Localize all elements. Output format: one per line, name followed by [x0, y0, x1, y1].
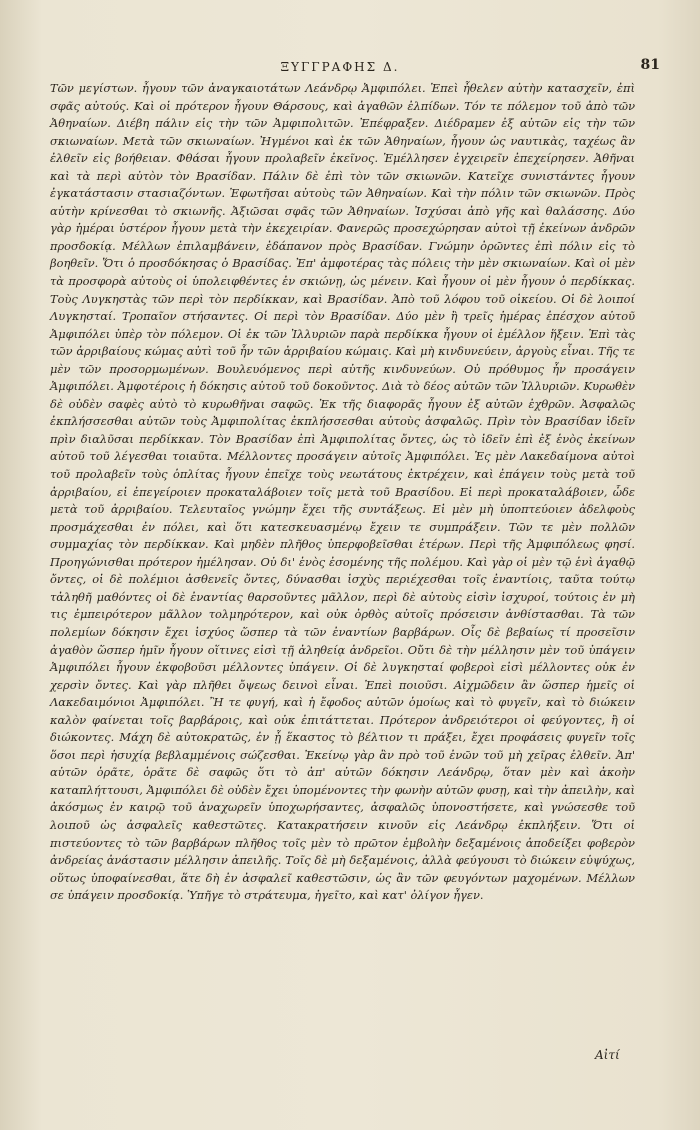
commentary-paragraph: Τῶν μεγίστων. ἦγουν τῶν ἀναγκαιοτάτων Λεάνδρῳ Ἀμφιπόλει. Ἐπεὶ ἦθελεν αὐτὴν κατασχεῖν, ἐπὶ σφᾶς αὐτούς. Καὶ οἱ πρότερον ἦγουν Θάρσους, καὶ ἀγαθῶν ἐλπίδων. Τόν τε πόλεμον τοῦ ἀπὸ τῶν Ἀθηναίων. Διέβη πάλιν εἰς τὴν τῶν Ἀμφιπολιτῶν. Ἐπέφραξεν. Διέδραμεν ἐξ αὐτῶν εἰς τὴν τῶν σκιωναίων. Μετὰ τῶν σκιωναίων. Ἠγμένοι καὶ ἐκ τῶν Ἀθηναίων, ἦγουν ὡς ναυτικὰς, ταχέως ἂν ἐλθεῖν εἰς βοήθειαν. Φθάσαι ἦγουν προλαβεῖν ἐκεῖνος. Ἐμέλλησεν ἐγχειρεῖν ἐπεχείρησεν. Ἀθῆναι καὶ τὰ περὶ αὐτὸν τὸν Βρασίδαν. Πάλιν δὲ ἐπὶ τὸν τῶν σκιωνῶν. Κατεῖχε συνιστάντες ἦγουν ἐγκατάστασιν στασιαζόντων. Ἐφωτῆσαι αὐτοὺς τῶν Ἀθηναίων. Καὶ τὴν πόλιν τῶν σκιωνῶν. Πρὸς αὐτὴν κρίνεσθαι τὸ σκιωνῆς. Ἀξιῶσαι σφᾶς τῶν Ἀθηναίων. Ἰσχύσαι ἀπὸ γῆς καὶ θαλάσσης. Δύο γὰρ ἡμέραι ὑστέρον ἦγουν μετὰ τὴν ἐκεχειρίαν. Φανερῶς προσεχώρησαν αὐτοὶ τῇ ἐκείνων ἀνδρῶν προσδοκίᾳ. Μέλλων ἐπιλαμβάνειν, ἐδάπανον πρὸς Βρασίδαν. Γνώμην ὀρῶντες ἐπὶ πόλιν εἰς τὸ βοηθεῖν. Ὅτι ὁ προσδόκησας ὁ Βρασίδας. Ἐπ' ἀμφοτέρας τὰς πόλεις τὴν μὲν σκιωναίων. Καὶ οἱ μὲν τὰ προσφορὰ αὐτοὺς οἱ ὑπολειφθέντες ἐν σκιώνῃ, ὡς μένειν. Καὶ ἦγουν οἱ μὲν ἦγουν ὁ περδίκκας. Τοὺς Λυγκηστὰς τῶν περὶ τὸν περδίκκαν, καὶ Βρασίδαν. Ἀπὸ τοῦ λόφου τοῦ οἰκείου. Οἱ δὲ λοιποί Λυγκησταί. Τροπαῖον στήσαντες. Οἱ περὶ τὸν Βρασίδαν. Δύο μὲν ἢ τρεῖς ἡμέρας ἐπέσχον αὐτοῦ Ἀμφιπόλει ὑπὲρ τὸν πόλεμον. Οἱ ἐκ τῶν Ἰλλυριῶν παρὰ περδίκκα ἦγουν οἱ ἐμέλλον ἥξειν. Ἐπὶ τὰς τῶν ἀρριβαίους κώμας αὐτὶ τοῦ ἦν τῶν ἀρριβαίου κώμαις. Καὶ μὴ κινδυνεύειν, ἀργοὺς εἶναι. Τῆς τε μὲν τῶν προσορμωμένων. Βουλευόμενος περὶ αὐτῆς κινδυνεύων. Οὐ πρόθυμος ἦν προσάγειν Ἀμφιπόλει. Ἀμφοτέροις ἡ δόκησις αὐτοῦ τοῦ δοκοῦντος. Διὰ τὸ δέος αὐτῶν τῶν Ἰλλυριῶν. Κυρωθὲν δὲ οὐδὲν σαφὲς αὐτὸ τὸ κυρωθῆναι σαφῶς. Ἐκ τῆς διαφορᾶς ἦγουν ἐξ αὐτῶν ἐχθρῶν. Ἀσφαλῶς ἐκπλήσσεσθαι αὐτῶν τοὺς Ἀμφιπολίτας ἐκπλήσσεσθαι αὐτοὺς ἀσφαλῶς. Πρὶν τὸν Βρασίδαν ἰδεῖν πρὶν διαλῦσαι περδίκκαν. Τὸν Βρασίδαν ἐπὶ Ἀμφιπολίτας ὄντες, ὡς τὸ ἰδεῖν ἐπὶ ἐξ ἑνὸς ἐκείνων αὐτοῦ τοῦ λέγεσθαι τοιαῦτα. Μέλλοντες προσάγειν αὐτοῖς Ἀμφιπόλει. Ἐς μὲν Λακεδαίμονα αὐτοὶ τοῦ προλαβεῖν τοὺς ὁπλίτας ἦγουν ἐπεῖχε τοὺς νεωτάτους ἐκτρέχειν, καὶ ἐπάγειν τοὺς μετὰ τοῦ ἀρριβαίου, εἰ ἐπεγείροιεν προκαταλάβοιεν τοῖς μετὰ τοῦ Βρασίδου. Εἰ περὶ προκαταλάβοιεν, ὧδε μετὰ τοῦ ἀρριβαίου. Τελευταῖος γνώμην ἔχει τῆς συντάξεως. Εἰ μὲν μὴ ὑποπτεύοιεν ἀδελφοὺς προσμάχεσθαι ἐν πόλει, καὶ ὅτι κατεσκευασμένῳ ἔχειν τε συμπράξειν. Τῶν τε μὲν πολλῶν συμμαχίας τὸν περδίκκαν. Καὶ μηδὲν πλῆθος ὑπερφοβεῖσθαι ἑτέρων. Περὶ τῆς Ἀμφιπόλεως φησί. Προηγώνισθαι πρότερον ἠμέλησαν. Οὐ δι' ἑνὸς ἐσομένης τῆς πολέμου. Καὶ γὰρ οἱ μὲν τῷ ἑνὶ ἀγαθῷ ὄντες, οἱ δὲ πολέμιοι ἀσθενεῖς ὄντες, δύνασθαι ἰσχὺς περιέχεσθαι τοῖς ἐναντίοις, ταῦτα τούτῳ τἀληθῆ μαθόντες οἱ δὲ ἐναντίας θαρσοῦντες μᾶλλον, περὶ δὲ αὐτοὺς εἰσὶν ἰσχυροί, τούτοις ἐν μὴ τις ἐμπειρότερον μᾶλλον τολμηρότερον, καὶ οὐκ ὀρθὸς αὐτοῖς πρόσεισιν ἀνθίστασθαι. Τὰ τῶν πολεμίων δόκησιν ἔχει ἰσχύος ὥσπερ τὰ τῶν ἐναντίων βαρβάρων. Οἷς δὲ βεβαίως τί προσεῖσιν ἀγαθὸν ὥσπερ ἡμῖν ἦγουν οἵτινες εἰσὶ τῇ ἀληθείᾳ ἀνδρεῖοι. Οὔτι δὲ τὴν μέλλησιν μὲν τοῦ ὑπάγειν Ἀμφιπόλει ἦγουν ἐκφοβοῦσι μέλλοντες ὑπάγειν. Οἱ δὲ λυγκησταί φοβεροὶ εἰσὶ μέλλοντες οὐκ ἐν χερσὶν ὄντες. Καὶ γὰρ πλῆθει ὄψεως δεινοὶ εἶναι. Ἐπεὶ ποιοῦσι. Αἰχμῶδειν ἂν ὥσπερ ἡμεῖς οἱ Λακεδαιμόνιοι Ἀμφιπόλει. Ἢ τε φυγή, καὶ ἡ ἔφοδος αὐτῶν ὁμοίως καὶ τὸ φυγεῖν, καὶ τὸ διώκειν καλὸν φαίνεται τοῖς βαρβάροις, καὶ οὐκ ἐπιτάττεται. Πρότερον ἀνδρειότεροι οἱ φεύγοντες, ἢ οἱ διώκοντες. Μάχη δὲ αὐτοκρατῶς, ἐν ᾗ ἕκαστος τὸ βέλτιον τι πράξει, ἔχει προφάσεις φυγεῖν τοῖς ὅσοι περὶ ἡσυχίᾳ βεβλαμμένοις σώζεσθαι. Ἐκείνῳ γὰρ ἂν πρὸ τοῦ ἐνῶν τοῦ μὴ χεῖρας ἐλθεῖν. Ἀπ' αὐτῶν ὁρᾶτε, ὁρᾶτε δὲ σαφῶς ὅτι τὸ ἀπ' αὐτῶν δόκησιν Λεάνδρῳ, ὅταν μὲν καὶ ἀκοὴν καταπλήττουσι, Ἀμφιπόλει δὲ οὐδὲν ἔχει ὑπομένοντες τὴν φωνὴν αὐτῶν φυσῃ, καὶ τὴν ἀπειλὴν, καὶ ἀκόσμως ἐν καιρῷ τοῦ ἀναχωρεῖν ὑποχωρήσαντες, ἀσφαλῶς ὑπονοστήσετε, καὶ γνώσεσθε τοῦ λοιποῦ ὡς ἀσφαλεῖς καθεστῶτες. Κατακρατήσειν κινοῦν εἰς Λεάνδρῳ ἐκπλήξειν. Ὅτι οἱ πιστεύοντες τὸ τῶν βαρβάρων πλῆθος τοῖς μὲν τὸ πρῶτον ἐμβολὴν δεξαμένοις ἀποδείξει φοβερὸν ἀνδρείας ἀνάστασιν μέλλησιν ἀπειλῆς. Τοῖς δὲ μὴ δεξαμένοις, ἀλλὰ φεύγουσι τὸ διώκειν εὐψύχως, οὕτως ὑποφαίνεσθαι, ἅτε δὴ ἐν ἀσφαλεῖ καθεστῶσιν, ὡς ἂν τῶν φευγόντων μαχομένων. Μέλλων σε ὑπάγειν προσδοκίᾳ. Ὑπῆγε τὸ στράτευμα, ἡγεῖτο, καὶ κατ' ὀλίγον ἦγεν.	[50, 81, 635, 903]
page-header	[50, 57, 660, 82]
page-number: 81	[640, 57, 660, 73]
running-title: ΞΥΓΓΡΑΦΗΣ Δ.	[280, 60, 400, 74]
main-text-block	[50, 80, 635, 1050]
catchword: Αἰτί	[595, 1048, 620, 1062]
